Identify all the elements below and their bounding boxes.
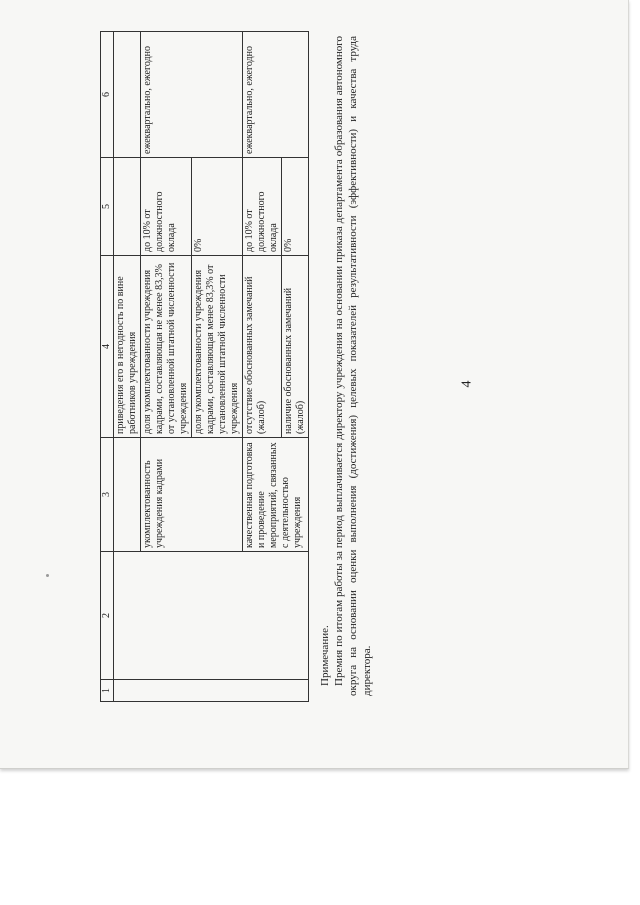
column-numbers-row xyxy=(101,32,114,702)
criterion-cell: отсутствие обоснованных замечаний (жалоб) xyxy=(243,256,282,438)
amount-cell: 0% xyxy=(282,158,309,256)
amount-cell: до 10% от должностного оклада xyxy=(243,158,282,256)
note-label: Примечание. xyxy=(319,625,331,686)
column-number: 1 xyxy=(101,680,114,702)
column-number: 5 xyxy=(101,158,114,256)
column-number: 6 xyxy=(101,32,114,158)
column-number: 3 xyxy=(101,438,114,552)
note-block xyxy=(318,36,374,696)
indicator-cell: укомплектованность учреждения кадрами xyxy=(141,438,243,552)
table-cell xyxy=(114,438,141,552)
table-cell xyxy=(114,32,141,158)
criteria-table xyxy=(100,31,309,702)
table-cell xyxy=(114,680,309,702)
periodicity-cell: ежеквартально, ежегодно xyxy=(141,32,243,158)
amount-cell: до 10% от должностного оклада xyxy=(141,158,192,256)
scan-speck xyxy=(46,574,49,577)
column-number: 2 xyxy=(101,552,114,680)
table-cell xyxy=(114,552,309,680)
criterion-cell: доля укомплектованности учреждения кадрами, составляющая менее 83,3% от установленной штатной численности учреждения xyxy=(192,256,243,438)
periodicity-cell: ежеквартально, ежегодно xyxy=(243,32,309,158)
criterion-cell: наличие обоснованных замечаний (жалоб) xyxy=(282,256,309,438)
criterion-cell: приведения его в негодность по вине работников учреждения xyxy=(114,256,141,438)
table-cell xyxy=(114,158,141,256)
page-number: 4 xyxy=(459,380,475,388)
indicator-cell: качественная подготовка и проведение мероприятий, связанных с деятельностью учреждения xyxy=(243,438,309,552)
amount-cell: 0% xyxy=(192,158,243,256)
table-row xyxy=(114,32,141,702)
criterion-cell: доля укомплектованности учреждения кадрами, составляющая не менее 83,3% от установленной штатной численности учреждения xyxy=(141,256,192,438)
note-text: Премия по итогам работы за период выплачивается директору учреждения на основании приказа департамента образования автономного округа на основании оценки выполнения (достижения) целевых показателей результативности (эффективности) и качества труда директора. xyxy=(333,36,373,696)
rotated-content xyxy=(100,22,410,702)
column-number: 4 xyxy=(101,256,114,438)
